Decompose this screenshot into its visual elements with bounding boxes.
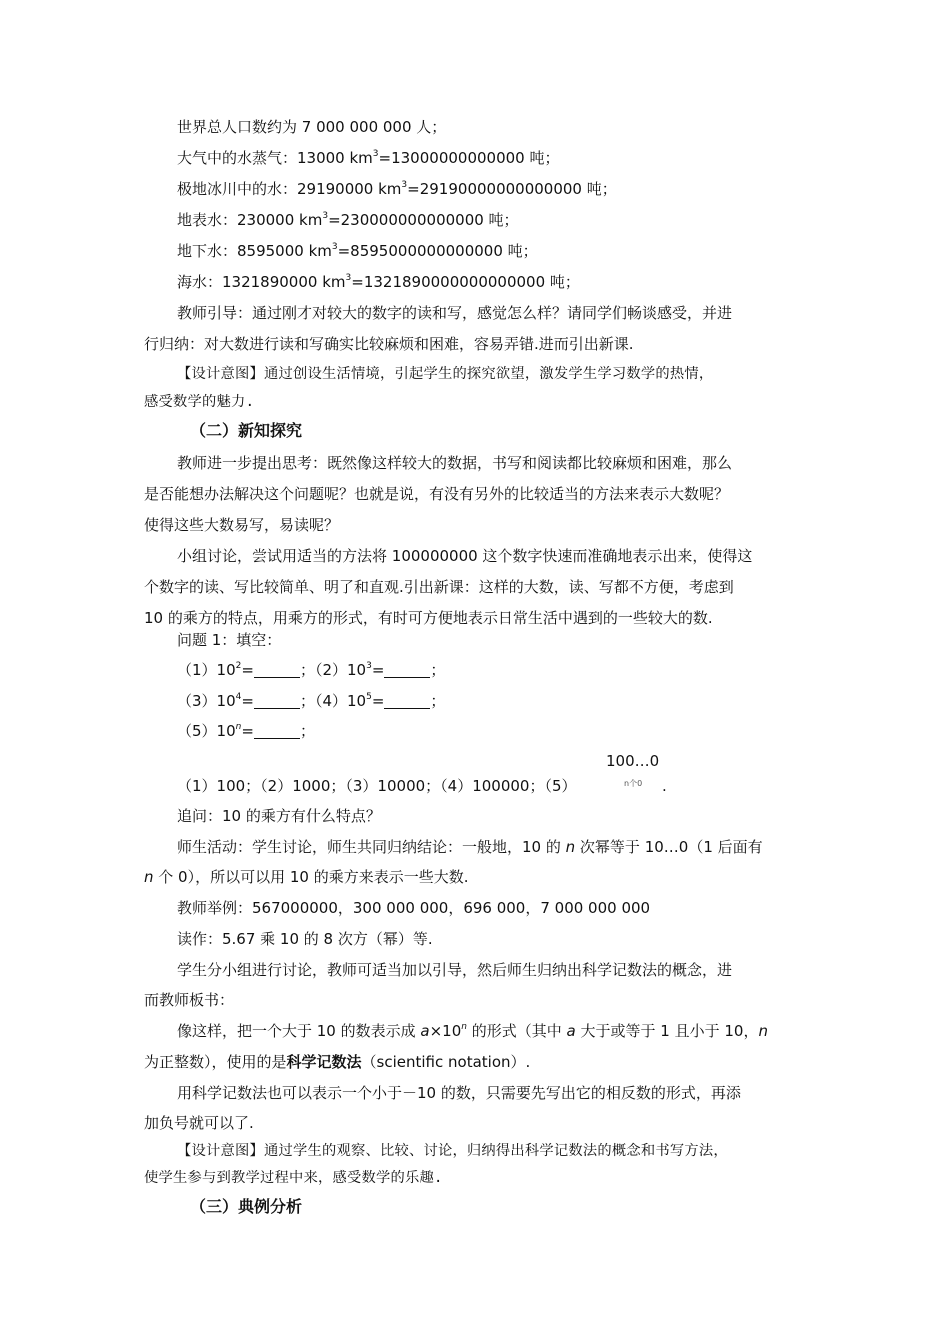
answer-blank: [384, 693, 430, 709]
paragraph2-line-3: 10 的乘方的特点，用乘方的形式，有时可方便地表示日常生活中遇到的一些较大的数.: [144, 609, 713, 627]
activity-line-2: n 个 0），所以可以用 10 的乘方来表示一些大数.: [144, 868, 469, 886]
follow-up-question: 追问：10 的乘方有什么特点？: [177, 807, 381, 825]
section-heading-new-knowledge: （二）新知探究: [190, 421, 303, 440]
answer-blank: [254, 693, 300, 709]
answers-end: .: [662, 777, 667, 795]
polar-ice-line: 极地冰川中的水：29190000 $km^3=29190000000000000$ 吨；: [177, 180, 617, 198]
groundwater-line: 地下水：8595000 $km^3=8595000000000000$ 吨；: [177, 242, 538, 260]
atmosphere-vapor-line: 大气中的水蒸气：13000 $km^3=13000000000000$ 吨；: [177, 149, 560, 167]
section-heading-example-analysis: （三）典例分析: [190, 1197, 303, 1216]
surface-water-line: 地表水：230000 $km^3=230000000000000$ 吨；: [177, 211, 519, 229]
group-line-2: 而教师板书：: [144, 991, 235, 1009]
answer-blank: [384, 662, 430, 678]
answers-line: （1）100；（2）1000；（3）10000；（4）100000；（5）: [177, 777, 577, 795]
design-intent-2-line-2: 使学生参与到教学过程中来，感受数学的乐趣.: [144, 1170, 443, 1186]
answer5-formula: 100…0: [606, 752, 660, 770]
definition-line-2: 为正整数），使用的是科学记数法（scientific notation）.: [144, 1053, 531, 1071]
paragraph2-line-2: 个数字的读、写比较简单、明了和直观.引出新课：这样的大数，读、写都不方便，考虑到: [144, 578, 734, 596]
paragraph1-line-3: 使得这些大数易写，易读呢？: [144, 516, 340, 534]
fill-blank-row-1: $(1)10^2=$ ；$(2)10^3=$ ；: [177, 661, 446, 679]
negative-line-1: 用科学记数法也可以表示一个小于－10 的数，只需要先写出它的相反数的形式，再添: [177, 1084, 741, 1102]
question-1-label: 问题 1：填空：: [177, 631, 282, 649]
teacher-guide-line-1: 教师引导：通过刚才对较大的数字的读和写，感觉怎么样？请同学们畅谈感受，并进: [177, 304, 733, 322]
teacher-guide-line-2: 行归纳：对大数进行读和写确实比较麻烦和困难，容易弄错.进而引出新课.: [144, 335, 634, 353]
group-line-1: 学生分小组进行讨论，教师可适当加以引导，然后师生归纳出科学记数法的概念，进: [177, 961, 733, 979]
term-scientific-notation: 科学记数法: [286, 1053, 362, 1071]
activity-line-1: 师生活动：学生讨论，师生共同归纳结论：一般地，10 的 n 次幂等于 10…0（1 后面有: [177, 838, 763, 856]
read-as-line: 读作：5.67 乘 10 的 8 次方（幂）等.: [177, 930, 433, 948]
fill-blank-row-3: $(5)10^n=$ ；: [177, 722, 315, 740]
design-intent-line-2: 感受数学的魅力.: [144, 394, 255, 410]
paragraph1-line-2: 是否能想办法解决这个问题呢？也就是说，有没有另外的比较适当的方法来表示大数呢？: [144, 485, 730, 503]
paragraph1-line-1: 教师进一步提出思考：既然像这样较大的数据，书写和阅读都比较麻烦和困难，那么: [177, 454, 733, 472]
seawater-line: 海水：1321890000 $km^3=1321890000000000000$ 吨；: [177, 273, 580, 291]
answer-blank: [254, 723, 300, 739]
world-population-line: 世界总人口数约为 7 000 000 000 人；: [177, 118, 447, 136]
negative-line-2: 加负号就可以了.: [144, 1114, 254, 1132]
answer5-subscript: n个0: [624, 779, 643, 788]
paragraph2-line-1: 小组讨论，尝试用适当的方法将 100000000 这个数字快速而准确地表示出来，使得这: [177, 547, 753, 565]
design-intent-line-1: 【设计意图】通过创设生活情境，引起学生的探究欲望，激发学生学习数学的热情，: [177, 366, 714, 382]
teacher-example: 教师举例：567000000，300 000 000，696 000，7 000 000 000: [177, 899, 651, 917]
definition-line-1: 像这样，把一个大于 10 的数表示成 $a\times 10^n$ 的形式（其中 a 大于或等于 1 且小于 10，n: [177, 1022, 768, 1040]
fill-blank-row-2: $(3)10^4=$ ；$(4)10^5=$ ；: [177, 692, 446, 710]
design-intent-2-line-1: 【设计意图】通过学生的观察、比较、讨论，归纳得出科学记数法的概念和书写方法，: [177, 1143, 728, 1159]
answer-blank: [254, 662, 300, 678]
